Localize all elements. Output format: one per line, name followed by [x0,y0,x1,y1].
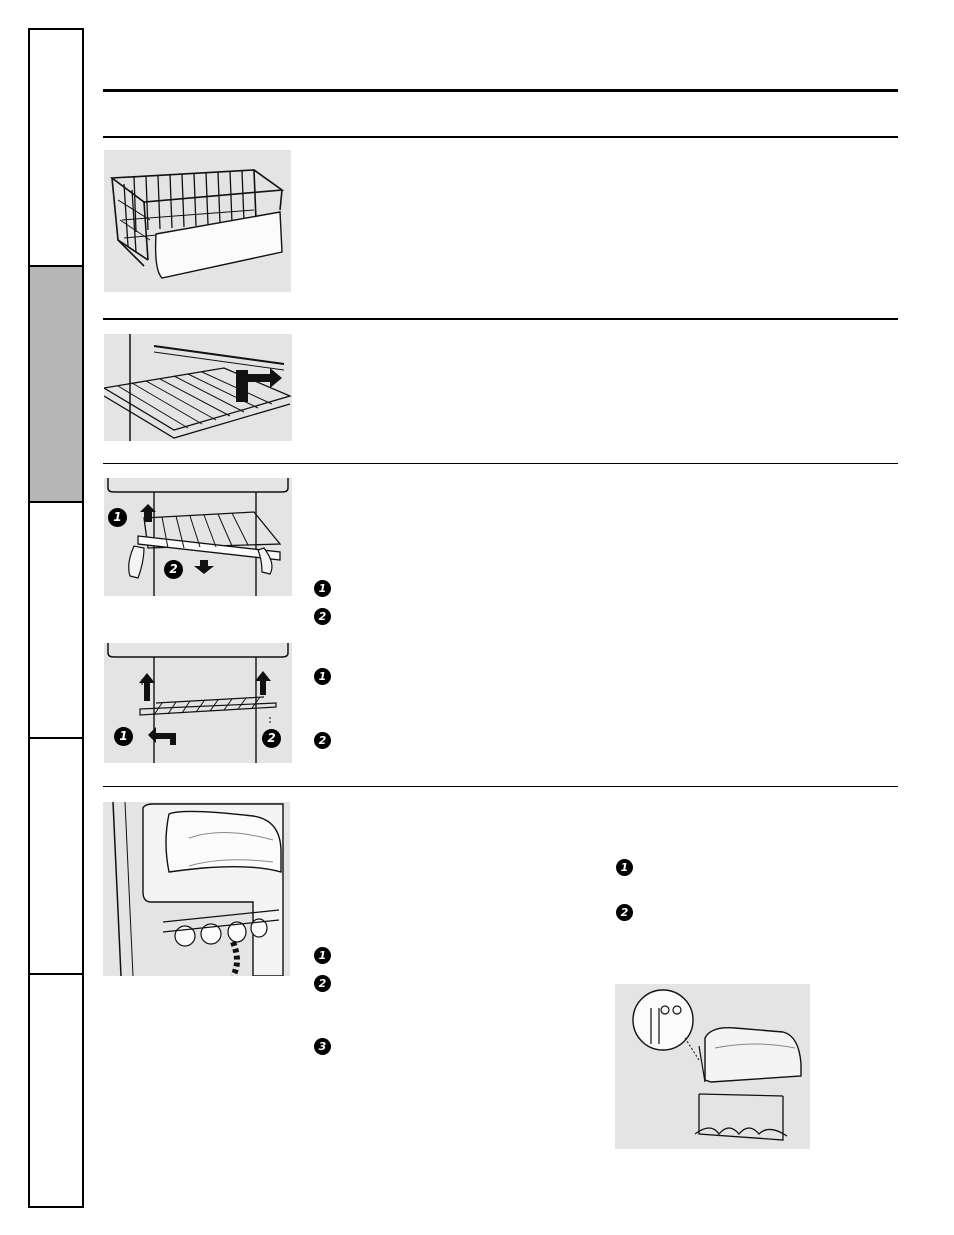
step-badge-1: 1 [616,859,633,876]
step-badge-1: 1 [314,580,331,597]
section-divider-door-shelf [103,463,898,464]
side-tab-2-active[interactable] [30,267,82,503]
side-tab-5[interactable] [30,975,82,1206]
wire-basket-illustration [104,150,291,292]
shelf-lift-illustration [104,643,292,763]
callout-2: 2 [164,560,183,579]
side-tab-4[interactable] [30,739,82,975]
step-badge-2: 2 [314,975,331,992]
shelf-tilt-illustration [104,478,292,596]
side-tab-1[interactable] [30,30,82,267]
step-badge-2: 2 [314,608,331,625]
section-divider-can-rack [103,786,898,787]
callout-2: 2 [262,729,281,748]
door-bin-can-rack-illustration [103,802,290,976]
callout-1: 1 [108,508,127,527]
side-tab-3[interactable] [30,503,82,739]
step-badge-2: 2 [314,732,331,749]
section-divider-basket [103,136,898,138]
step-badge-2: 2 [616,904,633,921]
section-divider-shelf [103,318,898,320]
wire-shelf-illustration [104,334,292,441]
step-badge-3: 3 [314,1038,331,1055]
header-rule [103,89,898,92]
side-tab-strip [28,28,84,1208]
step-badge-1: 1 [314,947,331,964]
step-badge-1: 1 [314,668,331,685]
can-rack-attachment-illustration [615,984,810,1149]
callout-1: 1 [114,727,133,746]
